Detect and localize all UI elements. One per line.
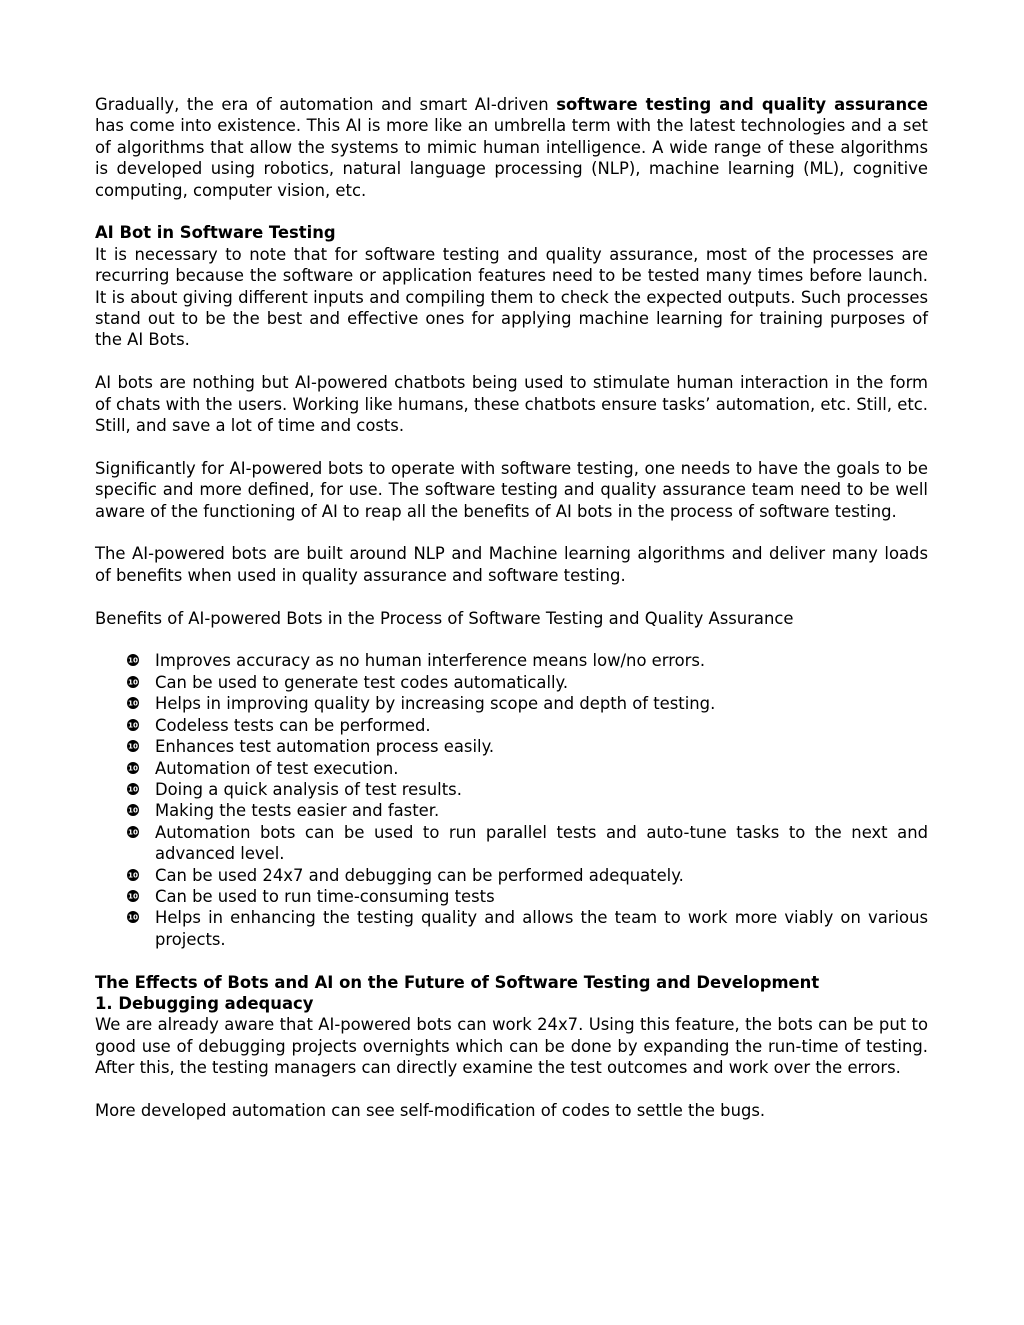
- list-item: [127, 715, 928, 736]
- svg-text:10: 10: [127, 891, 139, 901]
- debugging-paragraph-2: More developed automation can see self-modification of codes to settle the bugs.: [95, 1100, 766, 1120]
- benefit-text: Can be used to run time-consuming tests: [155, 886, 495, 906]
- svg-text:10: 10: [127, 698, 139, 708]
- intro-text-before: Gradually, the era of automation and smart AI-driven: [95, 95, 557, 114]
- circled-digit-ten-icon: [127, 826, 139, 838]
- list-item: [127, 907, 928, 950]
- benefit-text: Automation of test execution.: [155, 758, 399, 778]
- ai-bot-paragraph-1: It is necessary to note that for software testing and quality assurance, most of the processes are recurring because the software or application features need to be tested many times before launch. It is about giving different inputs and compiling them to check the expected outputs. Such processes stand out to be the best and effective ones for applying machine learning for training purposes of the AI Bots.: [95, 244, 928, 350]
- svg-text:10: 10: [127, 741, 139, 751]
- svg-text:10: 10: [127, 720, 139, 730]
- circled-digit-ten-icon: [127, 654, 139, 666]
- subheading-debugging: 1. Debugging adequacy: [95, 993, 314, 1013]
- intro-bold-phrase: software testing and quality assurance: [556, 95, 928, 114]
- benefit-text: Enhances test automation process easily.: [155, 737, 495, 757]
- ai-bot-paragraph-3: Significantly for AI-powered bots to operate with software testing, one needs to have the goals to be specific and more defined, for use. The software testing and quality assurance team need to be well aware of the functioning of AI to reap all the benefits of AI bots in the process of software testing.: [95, 458, 928, 521]
- svg-text:10: 10: [127, 677, 139, 687]
- circled-digit-ten-icon: [127, 890, 139, 902]
- svg-text:10: 10: [127, 912, 139, 922]
- debugging-paragraph-1: We are already aware that AI-powered bots can work 24x7. Using this feature, the bots can be put to good use of debugging projects overnights which can be done by expanding the run-time of testing. After this, the testing managers can directly examine the test outcomes and work over the errors.: [95, 1015, 928, 1078]
- intro-text-after: has come into existence. This AI is more like an umbrella term with the latest technologies and a set of algorithms that allow the systems to mimic human intelligence. A wide range of these algorithms is developed using robotics, natural language processing (NLP), machine learning (ML), cognitive computing, computer vision, etc.: [95, 116, 928, 200]
- list-item: [127, 822, 928, 865]
- benefit-text: Making the tests easier and faster.: [155, 801, 440, 821]
- circled-digit-ten-icon: [127, 676, 139, 688]
- list-item: [127, 800, 928, 821]
- benefit-text: Automation bots can be used to run parallel tests and auto-tune tasks to the next and advanced level.: [155, 822, 928, 864]
- document-page: [95, 94, 928, 1143]
- benefit-text: Doing a quick analysis of test results.: [155, 779, 462, 799]
- list-item: [127, 693, 928, 714]
- list-item: [127, 779, 928, 800]
- circled-digit-ten-icon: [127, 804, 139, 816]
- benefit-text: Helps in enhancing the testing quality and allows the team to work more viably on various projects.: [155, 908, 928, 949]
- list-item: [127, 736, 928, 757]
- list-item: [127, 650, 928, 671]
- benefit-text: Can be used 24x7 and debugging can be performed adequately.: [155, 865, 684, 885]
- benefits-title: Benefits of AI-powered Bots in the Process of Software Testing and Quality Assurance: [95, 608, 794, 628]
- circled-digit-ten-icon: [127, 911, 139, 923]
- benefit-text: Helps in improving quality by increasing scope and depth of testing.: [155, 694, 716, 714]
- benefit-text: Improves accuracy as no human interference means low/no errors.: [155, 651, 706, 671]
- svg-text:10: 10: [127, 870, 139, 880]
- svg-text:10: 10: [127, 805, 139, 815]
- list-item: [127, 865, 928, 886]
- benefit-text: Can be used to generate test codes automatically.: [155, 672, 569, 692]
- section-heading-effects: The Effects of Bots and AI on the Future of Software Testing and Development: [95, 972, 820, 992]
- circled-digit-ten-icon: [127, 762, 139, 774]
- ai-bot-paragraph-2: AI bots are nothing but AI-powered chatbots being used to stimulate human interaction in the form of chats with the users. Working like humans, these chatbots ensure tasks’ automation, etc. Still, etc. Still, and save a lot of time and costs.: [95, 373, 928, 436]
- intro-paragraph: [95, 94, 928, 201]
- circled-digit-ten-icon: [127, 783, 139, 795]
- list-item: [127, 672, 928, 693]
- circled-digit-ten-icon: [127, 719, 139, 731]
- list-item: [127, 758, 928, 779]
- circled-digit-ten-icon: [127, 697, 139, 709]
- svg-text:10: 10: [127, 784, 139, 794]
- benefit-text: Codeless tests can be performed.: [155, 715, 431, 735]
- circled-digit-ten-icon: [127, 740, 139, 752]
- section-heading-ai-bot: AI Bot in Software Testing: [95, 223, 336, 243]
- circled-digit-ten-icon: [127, 869, 139, 881]
- svg-text:10: 10: [127, 827, 139, 837]
- svg-text:10: 10: [127, 763, 139, 773]
- list-item: [127, 886, 928, 907]
- ai-bot-paragraph-4: The AI-powered bots are built around NLP and Machine learning algorithms and deliver many loads of benefits when used in quality assurance and software testing.: [95, 544, 928, 585]
- svg-text:10: 10: [127, 656, 139, 666]
- benefits-list: [95, 650, 928, 950]
